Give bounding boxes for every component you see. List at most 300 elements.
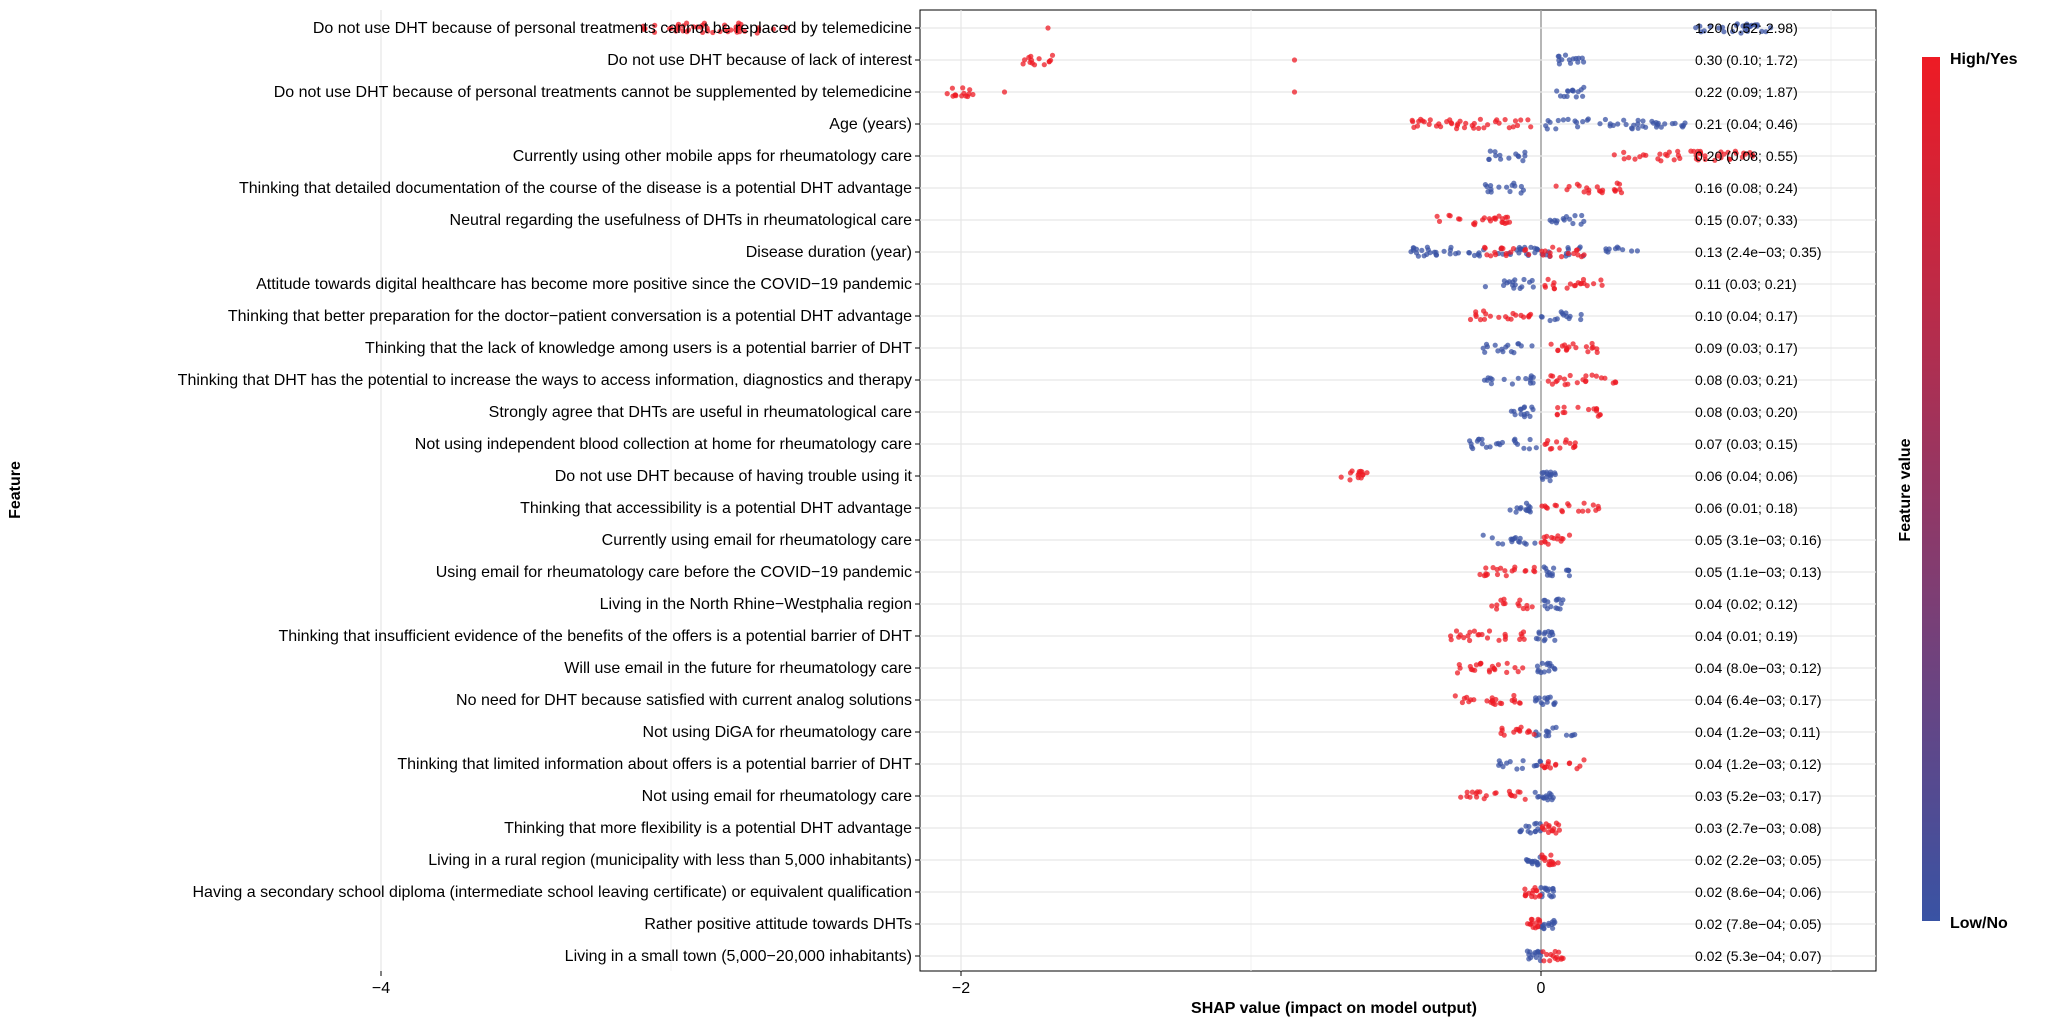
data-point	[1504, 253, 1509, 258]
data-point	[1534, 888, 1539, 893]
data-point	[1554, 439, 1559, 444]
feature-stat: 0.06 (0.04; 0.06)	[1695, 468, 1798, 484]
data-point	[1505, 215, 1510, 220]
data-point	[966, 91, 971, 96]
data-point	[1538, 759, 1543, 764]
legend-title: Feature value	[1897, 438, 1914, 542]
data-point	[1584, 344, 1589, 349]
data-point	[1544, 441, 1549, 446]
data-point	[1474, 662, 1479, 667]
data-point	[1565, 286, 1570, 291]
data-point	[1555, 536, 1560, 541]
data-point	[1572, 283, 1577, 288]
data-point	[1541, 926, 1546, 931]
data-point	[1637, 154, 1642, 159]
data-point	[1617, 182, 1622, 187]
data-point	[1552, 638, 1557, 643]
data-point	[1581, 85, 1586, 90]
data-point	[1580, 119, 1585, 124]
data-point	[1622, 156, 1627, 161]
data-point	[1545, 506, 1550, 511]
data-point	[1532, 732, 1537, 737]
data-point	[1509, 317, 1514, 322]
data-point	[1518, 286, 1523, 291]
data-point	[1466, 250, 1471, 255]
data-point	[1672, 157, 1677, 162]
data-point	[1540, 856, 1545, 861]
data-point	[1523, 797, 1528, 802]
data-point	[1556, 118, 1561, 123]
data-point	[1575, 124, 1580, 129]
data-point	[1504, 573, 1509, 578]
data-point	[1507, 789, 1512, 794]
feature-label: Thinking that insufficient evidence of the benefits of the offers is a potential barrier of DHT	[278, 628, 912, 645]
data-point	[1425, 245, 1430, 250]
data-point	[1480, 441, 1485, 446]
data-point	[1508, 250, 1513, 255]
data-point	[1557, 445, 1562, 450]
data-point	[1632, 157, 1637, 162]
data-point	[1410, 119, 1415, 124]
data-point	[1427, 122, 1432, 127]
data-point	[1465, 790, 1470, 795]
data-point	[1551, 280, 1556, 285]
data-point	[1594, 374, 1599, 379]
data-point	[1551, 953, 1556, 958]
data-point	[1536, 917, 1541, 922]
data-point	[1463, 121, 1468, 126]
color-legend	[1897, 51, 2018, 932]
feature-stat: 0.04 (1.2e−03; 0.12)	[1695, 756, 1822, 772]
data-point	[1520, 665, 1525, 670]
data-point	[1485, 635, 1490, 640]
data-point	[1533, 790, 1538, 795]
data-point	[1437, 219, 1442, 224]
data-point	[1579, 213, 1584, 218]
data-point	[1455, 121, 1460, 126]
data-point	[1522, 412, 1527, 417]
data-point	[1544, 952, 1549, 957]
feature-stat: 0.20 (0.08; 0.55)	[1695, 148, 1798, 164]
x-tick-label: −4	[371, 980, 391, 997]
data-point	[1537, 695, 1542, 700]
data-point	[1567, 184, 1572, 189]
data-point	[1552, 666, 1557, 671]
feature-label: Do not use DHT because of personal treatments cannot be supplemented by telemedicine	[273, 84, 912, 101]
data-point	[1510, 311, 1515, 316]
data-point	[1496, 638, 1501, 643]
data-point	[1566, 344, 1571, 349]
data-point	[1512, 665, 1517, 670]
data-point	[1560, 343, 1565, 348]
data-point	[1510, 537, 1515, 542]
data-point	[1519, 828, 1524, 833]
data-point	[1536, 636, 1541, 641]
data-point	[1527, 414, 1532, 419]
data-point	[1475, 252, 1480, 257]
data-point	[1547, 893, 1552, 898]
data-point	[1509, 349, 1514, 354]
data-point	[1545, 700, 1550, 705]
x-tick-label: 0	[1536, 980, 1546, 997]
data-point	[1531, 925, 1536, 930]
data-point	[1583, 379, 1588, 384]
data-point	[1561, 216, 1566, 221]
data-point	[1595, 184, 1600, 189]
data-point	[1549, 342, 1554, 347]
data-point	[1662, 121, 1667, 126]
data-point	[1356, 475, 1361, 480]
data-point	[1549, 446, 1554, 451]
feature-label: Currently using other mobile apps for rheumatology care	[512, 148, 912, 165]
data-point	[1643, 125, 1648, 130]
data-point	[1554, 88, 1559, 93]
data-point	[1550, 886, 1555, 891]
data-point	[1510, 183, 1515, 188]
data-point	[1591, 281, 1596, 286]
data-point	[1516, 341, 1521, 346]
feature-stat: 0.05 (1.1e−03; 0.13)	[1695, 564, 1822, 580]
data-point	[1518, 536, 1523, 541]
data-point	[1579, 312, 1584, 317]
data-point	[1453, 251, 1458, 256]
data-point	[1513, 118, 1518, 123]
data-point	[1516, 789, 1521, 794]
data-point	[1470, 123, 1475, 128]
data-point	[1512, 565, 1517, 570]
data-point	[1416, 119, 1421, 124]
data-point	[1573, 56, 1578, 61]
data-point	[1563, 310, 1568, 315]
data-point	[1564, 733, 1569, 738]
data-point	[1594, 346, 1599, 351]
feature-labels	[178, 20, 920, 965]
data-point	[1549, 797, 1554, 802]
x-axis-title: SHAP value (impact on model output)	[1191, 1000, 1477, 1017]
data-point	[1597, 121, 1602, 126]
feature-label: Do not use DHT because of having trouble using it	[554, 468, 912, 485]
data-point	[1488, 218, 1493, 223]
feature-label: Currently using email for rheumatology care	[601, 532, 912, 549]
data-point	[1438, 124, 1443, 129]
data-point	[1548, 318, 1553, 323]
data-point	[1488, 376, 1493, 381]
data-point	[1591, 502, 1596, 507]
data-point	[1525, 117, 1530, 122]
data-point	[1500, 764, 1505, 769]
data-point	[1594, 407, 1599, 412]
data-point	[1535, 794, 1540, 799]
data-point	[1528, 505, 1533, 510]
data-point	[1581, 277, 1586, 282]
data-point	[1501, 597, 1506, 602]
data-point	[1499, 347, 1504, 352]
data-point	[1484, 698, 1489, 703]
data-point	[1554, 503, 1559, 508]
data-point	[1663, 152, 1668, 157]
data-point	[1566, 251, 1571, 256]
data-point	[1613, 379, 1618, 384]
data-point	[1655, 156, 1660, 161]
data-point	[1525, 921, 1530, 926]
data-point	[1468, 317, 1473, 322]
data-point	[1544, 764, 1549, 769]
data-point	[1522, 637, 1527, 642]
data-point	[1590, 341, 1595, 346]
data-point	[1482, 378, 1487, 383]
data-point	[1542, 669, 1547, 674]
data-point	[1514, 727, 1519, 732]
data-point	[1500, 728, 1505, 733]
data-point	[1518, 505, 1523, 510]
feature-label: Not using independent blood collection at home for rheumatology care	[414, 436, 912, 453]
data-point	[1552, 470, 1557, 475]
data-point	[953, 93, 958, 98]
data-point	[1477, 572, 1482, 577]
data-point	[1414, 250, 1419, 255]
data-point	[1586, 508, 1591, 513]
data-point	[1640, 118, 1645, 123]
data-point	[1561, 410, 1566, 415]
data-point	[1545, 729, 1550, 734]
feature-label: Thinking that more flexibility is a potential DHT advantage	[504, 820, 912, 837]
data-point	[1510, 381, 1515, 386]
data-point	[1528, 437, 1533, 442]
data-point	[1481, 533, 1486, 538]
data-point	[1471, 221, 1476, 226]
x-tick-label: −2	[951, 980, 971, 997]
feature-stat: 0.04 (0.01; 0.19)	[1695, 628, 1798, 644]
data-point	[1522, 540, 1527, 545]
data-point	[1555, 957, 1560, 962]
data-point	[1520, 766, 1525, 771]
data-point	[950, 86, 955, 91]
data-point	[1518, 117, 1523, 122]
data-point	[1542, 886, 1547, 891]
data-point	[1505, 661, 1510, 666]
feature-stat: 0.22 (0.09; 1.87)	[1695, 84, 1798, 100]
data-point	[1513, 151, 1518, 156]
data-point	[1624, 122, 1629, 127]
data-point	[1518, 407, 1523, 412]
data-point	[1585, 349, 1590, 354]
data-point	[1620, 247, 1625, 252]
data-point	[1532, 763, 1537, 768]
data-point	[1472, 668, 1477, 673]
data-point	[1571, 88, 1576, 93]
data-point	[1532, 569, 1537, 574]
data-point	[1545, 695, 1550, 700]
data-point	[1570, 221, 1575, 226]
data-point	[1567, 573, 1572, 578]
data-point	[1582, 501, 1587, 506]
data-point	[1504, 670, 1509, 675]
data-point	[1448, 633, 1453, 638]
data-point	[1615, 121, 1620, 126]
data-point	[1488, 183, 1493, 188]
data-point	[1476, 437, 1481, 442]
data-point	[1603, 117, 1608, 122]
data-point	[1548, 604, 1553, 609]
feature-stat: 0.04 (1.2e−03; 0.11)	[1695, 724, 1821, 740]
legend-low-label: Low/No	[1950, 915, 2008, 932]
data-point	[1530, 917, 1535, 922]
data-point	[1536, 949, 1541, 954]
data-point	[1411, 245, 1416, 250]
data-point	[1515, 123, 1520, 128]
data-point	[1523, 568, 1528, 573]
data-point	[1499, 220, 1504, 225]
data-point	[1540, 824, 1545, 829]
data-point	[1565, 88, 1570, 93]
feature-stat: 0.30 (0.10; 1.72)	[1695, 52, 1798, 68]
data-point	[1522, 150, 1527, 155]
data-point	[1347, 477, 1352, 482]
feature-label: Living in a rural region (municipality with less than 5,000 inhabitants)	[428, 852, 912, 869]
data-point	[1494, 602, 1499, 607]
data-point	[1545, 599, 1550, 604]
data-point	[1533, 829, 1538, 834]
data-point	[1496, 541, 1501, 546]
data-point	[1579, 254, 1584, 259]
data-point	[1428, 117, 1433, 122]
data-point	[1565, 501, 1570, 506]
data-point	[1531, 284, 1536, 289]
data-point	[1580, 509, 1585, 514]
data-point	[1555, 316, 1560, 321]
data-point	[1530, 407, 1535, 412]
data-point	[1547, 958, 1552, 963]
data-point	[1488, 253, 1493, 258]
data-point	[1424, 252, 1429, 257]
data-point	[1612, 152, 1617, 157]
data-point	[1495, 567, 1500, 572]
data-point	[1500, 440, 1505, 445]
data-point	[1521, 188, 1526, 193]
feature-label: Rather positive attitude towards DHTs	[644, 916, 912, 933]
data-point	[1553, 763, 1558, 768]
data-point	[1478, 117, 1483, 122]
feature-stat: 0.03 (2.7e−03; 0.08)	[1695, 820, 1822, 836]
data-point	[1539, 314, 1544, 319]
data-point	[1527, 729, 1532, 734]
data-point	[1535, 664, 1540, 669]
data-point	[1467, 630, 1472, 635]
data-point	[1589, 346, 1594, 351]
data-point	[1613, 188, 1618, 193]
data-point	[1565, 382, 1570, 387]
data-point	[1521, 606, 1526, 611]
data-point	[1554, 184, 1559, 189]
data-point	[1473, 309, 1478, 314]
data-point	[1514, 766, 1519, 771]
feature-stat: 1.20 (0.52; 2.98)	[1695, 20, 1798, 36]
data-point	[1559, 309, 1564, 314]
data-point	[1500, 541, 1505, 546]
data-point	[1488, 149, 1493, 154]
data-point	[1635, 121, 1640, 126]
data-point	[1462, 696, 1467, 701]
data-point	[1597, 412, 1602, 417]
data-point	[1490, 698, 1495, 703]
data-point	[1546, 277, 1551, 282]
data-point	[1458, 666, 1463, 671]
data-point	[1482, 796, 1487, 801]
data-point	[1530, 604, 1535, 609]
data-point-outlier	[1045, 25, 1050, 30]
data-point	[1568, 373, 1573, 378]
data-point	[1657, 152, 1662, 157]
data-point	[1571, 251, 1576, 256]
data-point	[1535, 669, 1540, 674]
data-point	[1540, 795, 1545, 800]
data-point	[1492, 149, 1497, 154]
feature-stat: 0.11 (0.03; 0.21)	[1695, 276, 1797, 292]
data-point	[1435, 214, 1440, 219]
data-point	[1682, 120, 1687, 125]
data-point	[1442, 249, 1447, 254]
data-point	[1574, 94, 1579, 99]
data-point	[1586, 116, 1591, 121]
data-point	[1513, 282, 1518, 287]
data-point	[1548, 250, 1553, 255]
data-point	[1523, 893, 1528, 898]
data-point	[1534, 860, 1539, 865]
data-point	[1534, 821, 1539, 826]
data-point	[1598, 277, 1603, 282]
data-point	[1541, 958, 1546, 963]
data-point	[1528, 124, 1533, 129]
feature-label: No need for DHT because satisfied with current analog solutions	[456, 692, 912, 709]
feature-stat: 0.02 (7.8e−04; 0.05)	[1695, 916, 1822, 932]
data-point	[1419, 248, 1424, 253]
data-point	[1047, 59, 1052, 64]
data-point	[1523, 247, 1528, 252]
feature-label: Do not use DHT because of lack of interest	[607, 52, 912, 69]
y-axis-title: Feature	[7, 461, 24, 519]
data-point	[1467, 638, 1472, 643]
data-point	[1446, 213, 1451, 218]
data-point	[1492, 666, 1497, 671]
data-point	[1468, 697, 1473, 702]
data-point	[1580, 94, 1585, 99]
data-point-outlier	[1292, 57, 1297, 62]
feature-stat: 0.21 (0.04; 0.46)	[1695, 116, 1798, 132]
data-point	[1503, 634, 1508, 639]
data-point	[1562, 405, 1567, 410]
data-point	[1676, 153, 1681, 158]
data-point	[1490, 535, 1495, 540]
data-point	[1472, 629, 1477, 634]
data-point	[1529, 343, 1534, 348]
data-point	[1453, 693, 1458, 698]
feature-stat: 0.08 (0.03; 0.21)	[1695, 372, 1798, 388]
feature-label: Thinking that DHT has the potential to increase the ways to access information, diagnostics and therapy	[177, 372, 912, 389]
data-point	[1545, 661, 1550, 666]
data-point	[1516, 603, 1521, 608]
data-point	[1561, 117, 1566, 122]
data-point	[1505, 343, 1510, 348]
data-point	[1582, 189, 1587, 194]
data-point	[1496, 662, 1501, 667]
data-point	[1482, 245, 1487, 250]
data-point	[1555, 405, 1560, 410]
feature-label: Thinking that the lack of knowledge among users is a potential barrier of DHT	[365, 340, 912, 357]
data-point	[1494, 441, 1499, 446]
data-point	[1542, 535, 1547, 540]
data-point	[1468, 664, 1473, 669]
data-point	[1523, 824, 1528, 829]
